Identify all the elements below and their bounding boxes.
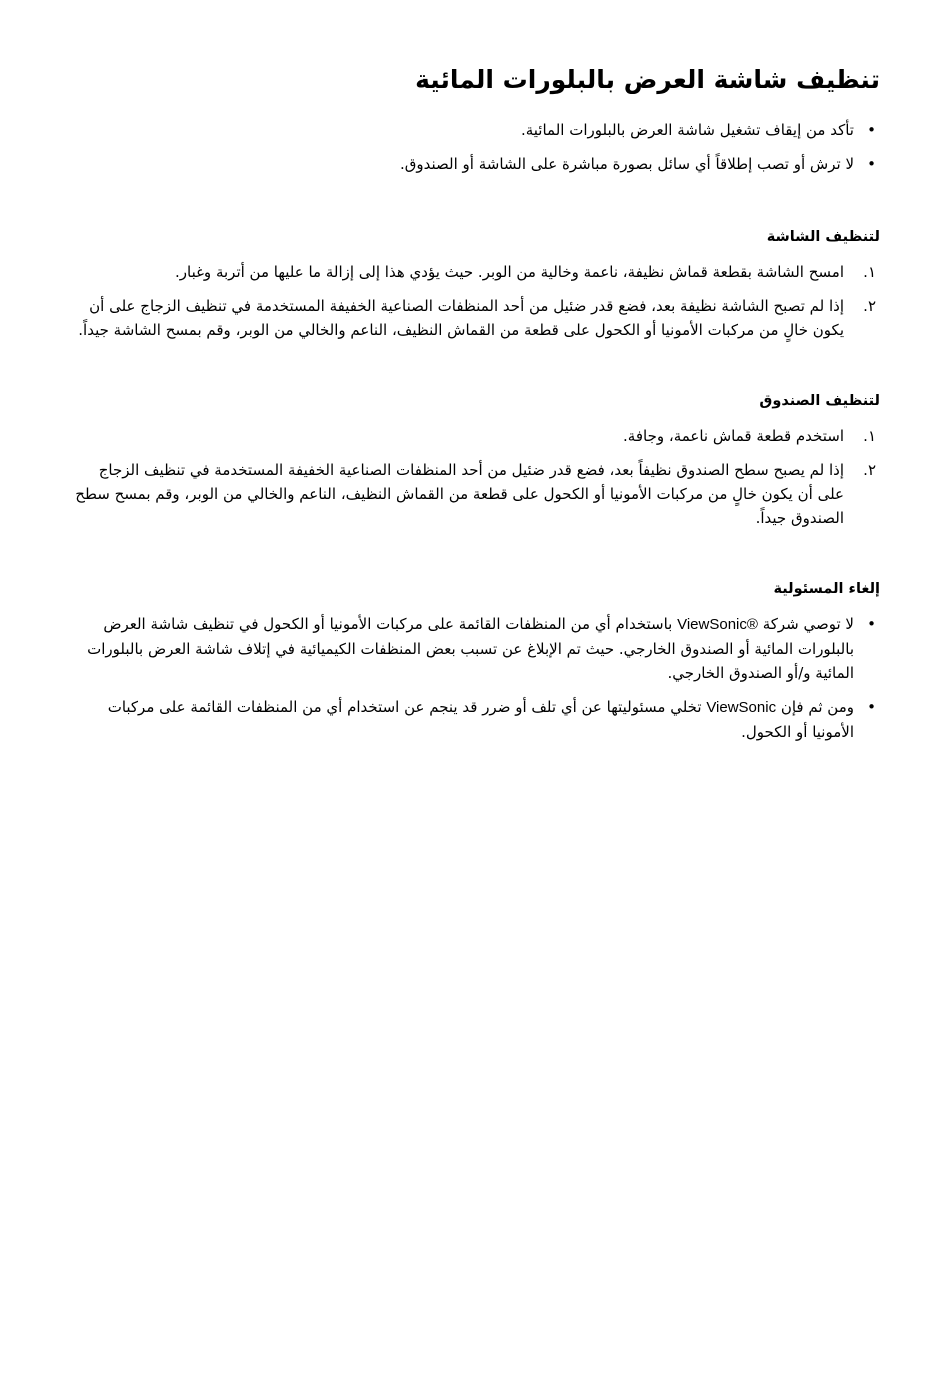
bullet-marker: • xyxy=(867,121,876,139)
screen-cleaning-heading: لتنظيف الشاشة xyxy=(766,229,880,245)
document-page xyxy=(72,62,880,754)
step-text: إذا لم تصبح الشاشة نظيفة بعد، فضع قدر ضئيل من أحد المنظفات الصناعية الخفيفة المستخدمة في تنظيف الزجاج على أن يكون خالٍ من مركبات الأمونيا أو الكحول على قطعة من القماش النظيف، الناعم والخالي من الوبر، وقم بمسح الشاشة جيداً. xyxy=(78,297,844,339)
bullet-text: لا ترش أو تصب إطلاقاً أي سائل بصورة مباشرة على الشاشة أو الصندوق. xyxy=(399,155,854,173)
list-item xyxy=(72,695,880,744)
list-item xyxy=(72,152,880,176)
step-text: امسح الشاشة بقطعة قماش نظيفة، ناعمة وخالية من الوبر. حيث يؤدي هذا إلى إزالة ما عليها من أتربة وغبار. xyxy=(174,263,844,281)
step-text: إذا لم يصبح سطح الصندوق نظيفاً بعد، فضع قدر ضئيل من أحد المنظفات الصناعية الخفيفة المستخدمة في تنظيف الزجاج على أن يكون خالٍ من مركبات الأمونيا أو الكحول على قطعة من القماش النظيف، الناعم والخالي من الوبر، وقم بمسح سطح الصندوق جيداً. xyxy=(75,461,844,527)
spacer xyxy=(72,186,880,226)
bullet-marker: • xyxy=(867,155,876,173)
disclaimer-text-end: تخلي مسئوليتها عن أي تلف أو ضرر قد ينجم عن استخدام أي من المنظفات القائمة على مركبات الأمونيا أو الكحول. xyxy=(107,698,854,741)
spacer xyxy=(72,540,880,578)
brand-name: ViewSonic® xyxy=(677,616,758,633)
disclaimer-text xyxy=(108,698,854,741)
page-title: تنظيف شاشة العرض بالبلورات المائية xyxy=(415,65,880,94)
brand-name: ViewSonic xyxy=(706,699,777,716)
spacer xyxy=(72,352,880,390)
step-number: ١. xyxy=(863,263,876,281)
screen-cleaning-steps xyxy=(72,260,880,342)
list-item xyxy=(72,612,880,685)
list-item xyxy=(72,294,880,342)
disclaimer-text xyxy=(87,615,854,682)
case-cleaning-heading: لتنظيف الصندوق xyxy=(759,393,880,409)
disclaimer-text-end: باستخدام أي من المنظفات القائمة على مركبات الأمونيا أو الكحول في تنظيف شاشة العرض بالبلورات المائية أو الصندوق الخارجي. حيث تم الإبلاغ عن تسبب بعض المنظفات الكيميائية في إتلاف شاشة العرض بالبلورات المائية و/أو الصندوق الخارجي. xyxy=(87,615,854,682)
list-item xyxy=(72,118,880,142)
disclaimer-text-start: ومن ثم فإن xyxy=(776,698,854,716)
intro-bullet-list xyxy=(72,118,880,176)
disclaimer-bullet-list xyxy=(72,612,880,744)
list-item xyxy=(72,458,880,530)
step-number: ٢. xyxy=(863,461,876,479)
bullet-marker: • xyxy=(867,615,876,633)
step-number: ٢. xyxy=(863,297,876,315)
list-item xyxy=(72,260,880,284)
bullet-marker: • xyxy=(867,698,876,716)
disclaimer-text-start: لا توصي شركة xyxy=(757,615,854,633)
list-item xyxy=(72,424,880,448)
step-number: ١. xyxy=(863,427,876,445)
step-text: استخدم قطعة قماش ناعمة، وجافة. xyxy=(623,427,844,445)
case-cleaning-steps xyxy=(72,424,880,530)
disclaimer-heading: إلغاء المسئولية xyxy=(773,581,880,597)
bullet-text: تأكد من إيقاف تشغيل شاشة العرض بالبلورات المائية. xyxy=(520,121,854,139)
